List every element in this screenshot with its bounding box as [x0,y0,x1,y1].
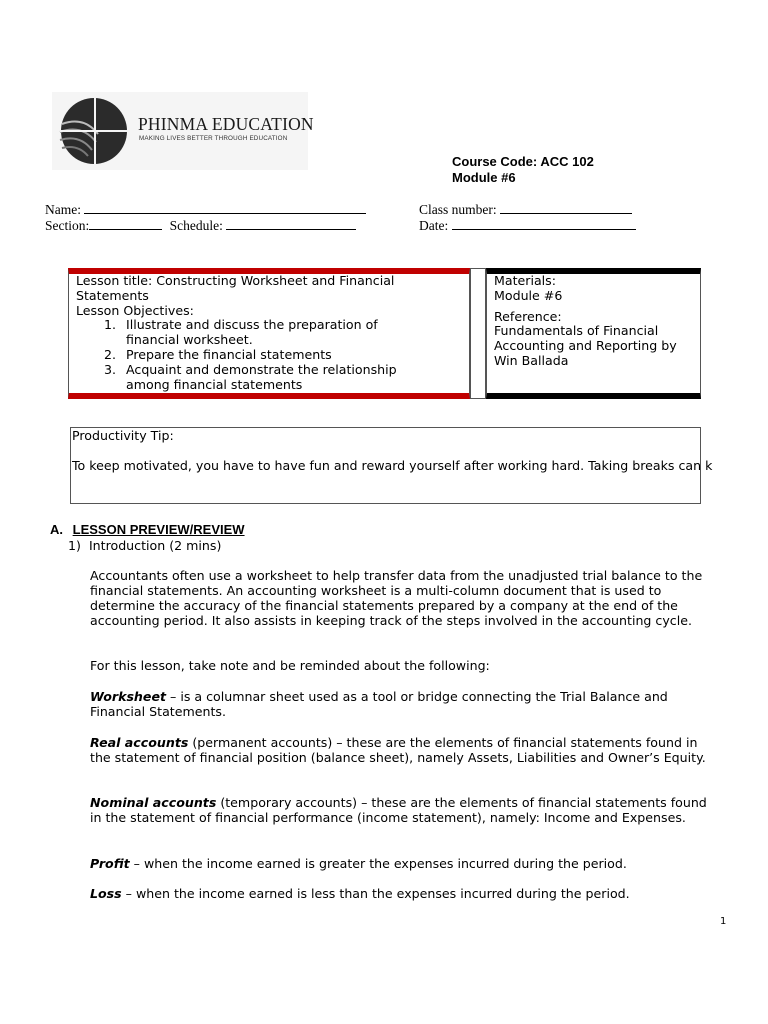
lesson-title-line1: Lesson title: Constructing Worksheet and Financial [76,273,395,288]
section-field [45,217,356,234]
objective-item: 1. Illustrate and discuss the preparation of financial worksheet. [120,318,401,348]
module-number: Module #6 [452,170,516,185]
schedule-label: Schedule: [169,218,223,233]
date-label: Date: [419,218,449,233]
reminder-paragraph: For this lesson, take note and be reminded about the following: [90,658,490,673]
definition-nominal-accounts [90,795,720,825]
course-code: Course Code: ACC 102 [452,154,594,169]
date-input-line[interactable] [452,217,636,230]
class-number-field [419,201,632,218]
materials-cell [486,268,701,399]
reference-label: Reference: [494,308,562,324]
intro-line [68,538,221,553]
materials-value: Module #6 [494,287,563,303]
materials-label: Materials: [494,273,556,288]
definition-term: Nominal accounts [90,795,217,810]
class-number-input-line[interactable] [500,201,632,214]
objective-item: 3. Acquaint and demonstrate the relationship among financial statements [120,363,426,393]
definition-worksheet [90,689,720,719]
definition-term: Real accounts [90,735,189,750]
objectives-list [76,318,469,392]
logo-name: PHINMA EDUCATION [138,114,314,134]
class-number-label: Class number: [419,202,497,217]
definition-text: – is a columnar sheet used as a tool or bridge connecting the Trial Balance and Financial Statements. [90,689,668,719]
objectives-label: Lesson Objectives: [76,302,194,318]
lesson-info-cell [68,268,470,399]
table-spacer [470,268,486,399]
definition-real-accounts [90,735,720,765]
tip-text: To keep motivated, you have to have fun and reward yourself after working hard. Taking breaks can k [72,458,713,473]
name-field [45,201,366,218]
definition-term: Profit [90,856,130,871]
productivity-tip-box [70,427,713,504]
lesson-title-line2: Statements [76,287,149,303]
date-field [419,217,636,234]
intro-paragraph: Accountants often use a worksheet to help transfer data from the unadjusted trial balance to the financial statements. An accounting worksheet is a multi-column document that is used to determine the accuracy of the financial statements prepared by a company at the end of the accounting period. It also assists in keeping track of the steps involved in the accounting cycle. [90,568,703,628]
course-info [452,154,594,186]
definition-term: Worksheet [90,689,167,704]
definition-profit [90,856,720,871]
page-number: 1 [720,916,727,927]
phinma-globe-icon [54,94,130,168]
definition-text: (permanent accounts) – these are the elements of financial statements found in the statement of financial position (balance sheet), namely Assets, Liabilities and Owner’s Equity. [90,735,706,765]
name-label: Name: [45,202,81,217]
definition-text: (temporary accounts) – these are the elements of financial statements found in the statement of financial performance (income statement), namely: Income and Expenses. [90,795,707,825]
section-label: Section: [45,218,90,233]
definition-text: – when the income earned is less than the expenses incurred during the period. [121,886,630,901]
definition-text: – when the income earned is greater the expenses incurred during the period. [129,856,627,871]
definition-term: Loss [90,886,122,901]
intro-number: 1) [68,538,81,553]
definition-loss [90,886,720,901]
intro-title: Introduction (2 mins) [88,538,222,553]
section-title: LESSON PREVIEW/REVIEW [72,522,245,537]
objective-item: 2. Prepare the financial statements [120,348,469,363]
logo-tagline: MAKING LIVES BETTER THROUGH EDUCATION [139,135,288,142]
tip-label: Productivity Tip: [72,428,174,443]
section-letter: A. [50,522,63,537]
schedule-input-line[interactable] [226,217,356,230]
name-input-line[interactable] [84,201,366,214]
section-heading [50,522,245,537]
phinma-logo [52,92,314,170]
reference-value: Fundamentals of Financial Accounting and Reporting by Win Ballada [494,323,677,368]
section-input-line[interactable] [89,217,162,230]
